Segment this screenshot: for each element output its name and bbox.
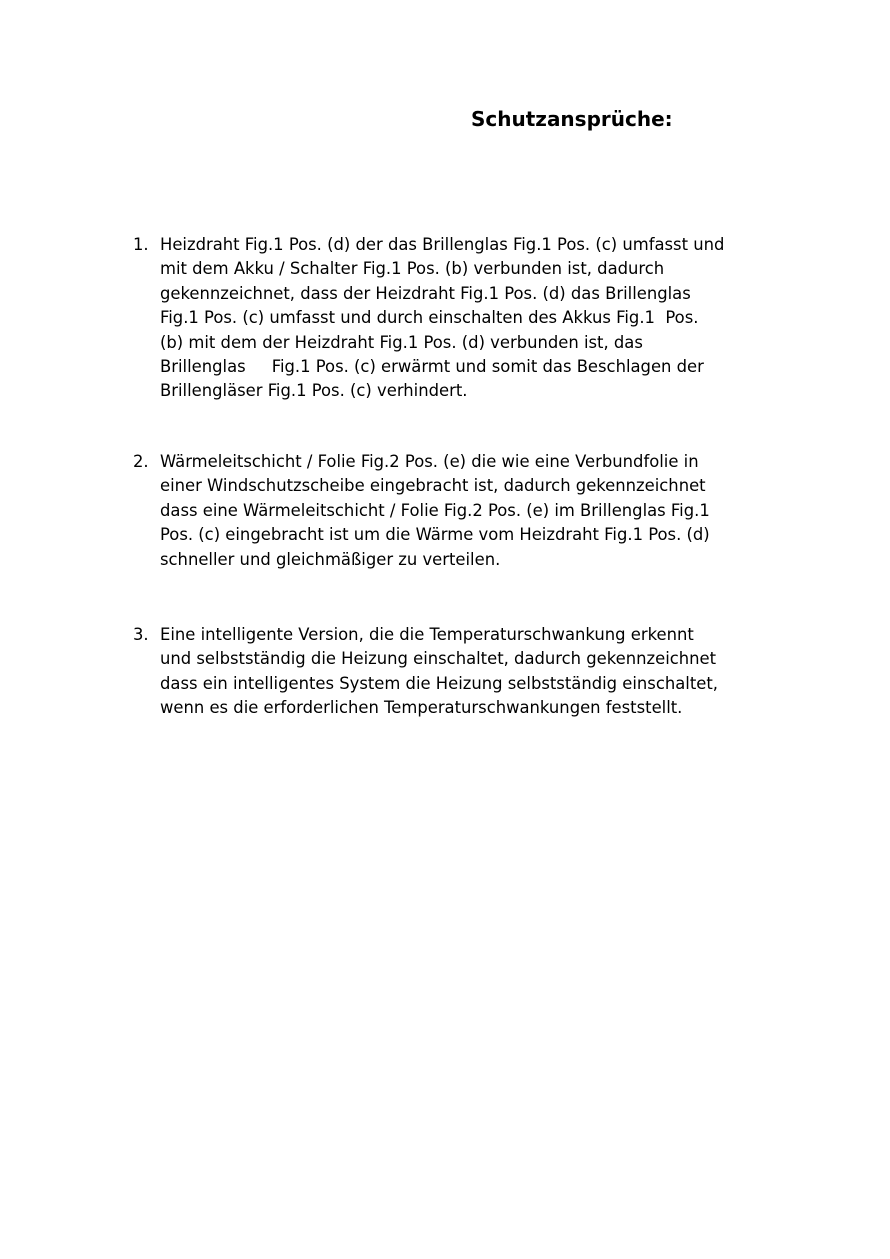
claim-number: 2.: [133, 452, 149, 471]
claim-number: 3.: [133, 625, 149, 644]
claim-text-line: wenn es die erforderlichen Temperaturschwankungen feststellt.: [160, 698, 683, 718]
claim-text-line: Eine intelligente Version, die die Temperaturschwankung erkennt: [160, 625, 694, 644]
claim-text-line: (b) mit dem der Heizdraht Fig.1 Pos. (d) verbunden ist, das: [160, 332, 643, 352]
claim-text-line: einer Windschutzscheibe eingebracht ist, dadurch gekennzeichnet: [160, 476, 706, 496]
claim-item: [133, 623, 813, 721]
claim-item: [133, 233, 813, 404]
claim-text-line: mit dem Akku / Schalter Fig.1 Pos. (b) verbunden ist, dadurch: [160, 259, 665, 279]
claim-text-line: gekennzeichnet, dass der Heizdraht Fig.1 Pos. (d) das Brillenglas: [160, 283, 691, 303]
claim-text-line: dass eine Wärmeleitschicht / Folie Fig.2 Pos. (e) im Brillenglas Fig.1: [160, 500, 710, 520]
claim-text-line: Fig.1 Pos. (c) umfasst und durch einschalten des Akkus Fig.1 Pos.: [160, 308, 699, 328]
page-title: Schutzansprüche:: [471, 107, 673, 131]
claim-item: [133, 450, 813, 572]
claim-text-line: dass ein intelligentes System die Heizung selbstständig einschaltet,: [160, 673, 718, 693]
claim-text-line: schneller und gleichmäßiger zu verteilen.: [160, 549, 501, 569]
claim-number: 1.: [133, 235, 149, 254]
claim-text-line: Heizdraht Fig.1 Pos. (d) der das Brillenglas Fig.1 Pos. (c) umfasst und: [160, 235, 725, 254]
claim-text-line: und selbstständig die Heizung einschaltet, dadurch gekennzeichnet: [160, 649, 717, 669]
claim-text-line: Pos. (c) eingebracht ist um die Wärme vom Heizdraht Fig.1 Pos. (d): [160, 525, 710, 545]
claim-text-line: Wärmeleitschicht / Folie Fig.2 Pos. (e) die wie eine Verbundfolie in: [160, 452, 699, 471]
claim-text-line: Brillenglas Fig.1 Pos. (c) erwärmt und somit das Beschlagen der: [160, 357, 704, 377]
claim-text-line: Brillengläser Fig.1 Pos. (c) verhindert.: [160, 381, 468, 401]
